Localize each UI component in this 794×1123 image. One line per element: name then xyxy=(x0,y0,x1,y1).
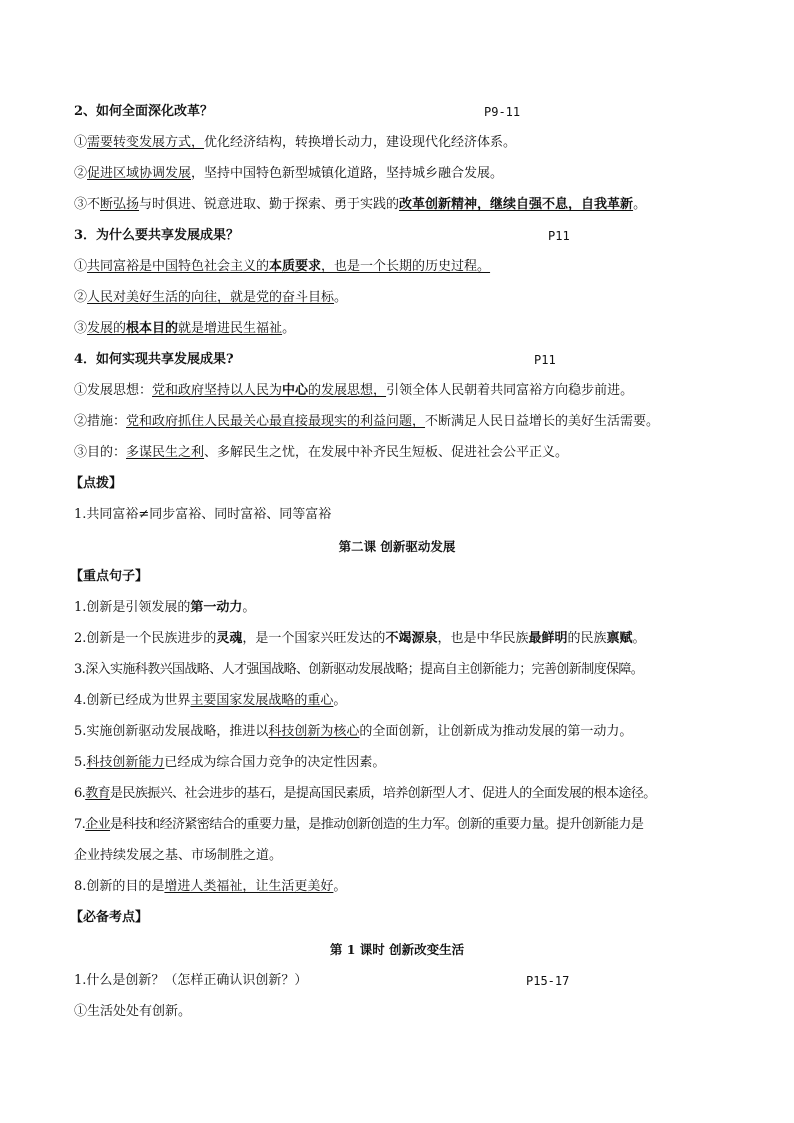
question-3-page-ref: P11 xyxy=(548,229,570,243)
key-sentence-3: 3.深入实施科教兴国战略、人才强国战略、创新驱动发展战略；提高自主创新能力；完善创新制度保障。 xyxy=(74,662,644,677)
question-2-title: 2、如何全面深化改革？ xyxy=(74,104,214,119)
question-4-page-ref: P11 xyxy=(534,353,556,367)
key-sentence-8: 7.企业是科技和经济紧密结合的重要力量，是推动创新创造的生力军。创新的重要力量。提升创新能力是 xyxy=(74,817,644,832)
q4-item-1: ①发展思想：党和政府坚持以人民为中心的发展思想，引领全体人民朝着共同富裕方向稳步前进。 xyxy=(74,383,634,398)
question-3-title: 3．为什么要共享发展成果？ xyxy=(74,228,240,243)
key-sentence-4: 4.创新已经成为世界主要国家发展战略的重心。 xyxy=(74,693,347,708)
question-2-page-ref: P9-11 xyxy=(484,105,521,119)
q4-item-2: ②措施：党和政府抓住人民最关心最直接最现实的利益问题，不断满足人民日益增长的美好生活需要。 xyxy=(74,414,660,429)
tip-heading: 【点拨】 xyxy=(70,476,123,491)
q2-item-3: ③不断弘扬与时俱进、锐意进取、勤于探索、勇于实践的改革创新精神，继续自强不息，自我革新。 xyxy=(74,197,647,212)
q4-item-3: ③目的：多谋民生之利、多解民生之忧，在发展中补齐民生短板、促进社会公平正义。 xyxy=(74,445,569,460)
q2-item-2: ②促进区域协调发展，坚持中国特色新型城镇化道路，坚持城乡融合发展。 xyxy=(74,166,504,181)
q3-item-3: ③发展的根本目的就是增进民生福祉。 xyxy=(74,321,296,336)
q2-item-1: ①需要转变发展方式，优化经济结构，转换增长动力，建设现代化经济体系。 xyxy=(74,135,517,150)
key-sentence-8-cont: 企业持续发展之基、市场制胜之道。 xyxy=(74,848,283,863)
lesson-2-1-title: 第 1 课时 创新改变生活 xyxy=(329,942,465,957)
key-sentence-5: 5.实施创新驱动发展战略，推进以科技创新为核心的全面创新，让创新成为推动发展的第一动力。 xyxy=(74,724,633,739)
key-sentence-7: 6.教育是民族振兴、社会进步的基石，是提高国民素质，培养创新型人才、促进人的全面发展的根本途径。 xyxy=(74,786,656,801)
lesson-2-1-q1-page-ref: P15-17 xyxy=(526,974,570,988)
key-sentence-6: 5.科技创新能力已经成为综合国力竞争的决定性因素。 xyxy=(74,755,386,770)
key-sentence-2: 2.创新是一个民族进步的灵魂，是一个国家兴旺发达的不竭源泉，也是中华民族最鲜明的民族禀赋。 xyxy=(74,631,646,646)
lesson-2-1-q1-item-1: ①生活处处有创新。 xyxy=(74,1004,192,1019)
lesson-2-1-q1-title: 1.什么是创新？（怎样正确认识创新？） xyxy=(74,973,308,988)
q3-item-1: ①共同富裕是中国特色社会主义的本质要求，也是一个长期的历史过程。 xyxy=(74,259,491,274)
tip-line: 1.共同富裕≠同步富裕、同时富裕、同等富裕 xyxy=(74,507,332,522)
q3-item-2: ②人民对美好生活的向往，就是党的奋斗目标。 xyxy=(74,290,348,305)
key-sentences-heading: 【重点句子】 xyxy=(70,569,149,584)
key-sentence-1: 1.创新是引领发展的第一动力。 xyxy=(74,600,256,615)
key-sentence-9: 8.创新的目的是增进人类福祉，让生活更美好。 xyxy=(74,879,347,894)
lesson-2-title: 第二课 创新驱动发展 xyxy=(338,539,456,554)
question-4-title: 4．如何实现共享发展成果? xyxy=(74,352,234,367)
must-know-heading: 【必备考点】 xyxy=(70,910,149,925)
